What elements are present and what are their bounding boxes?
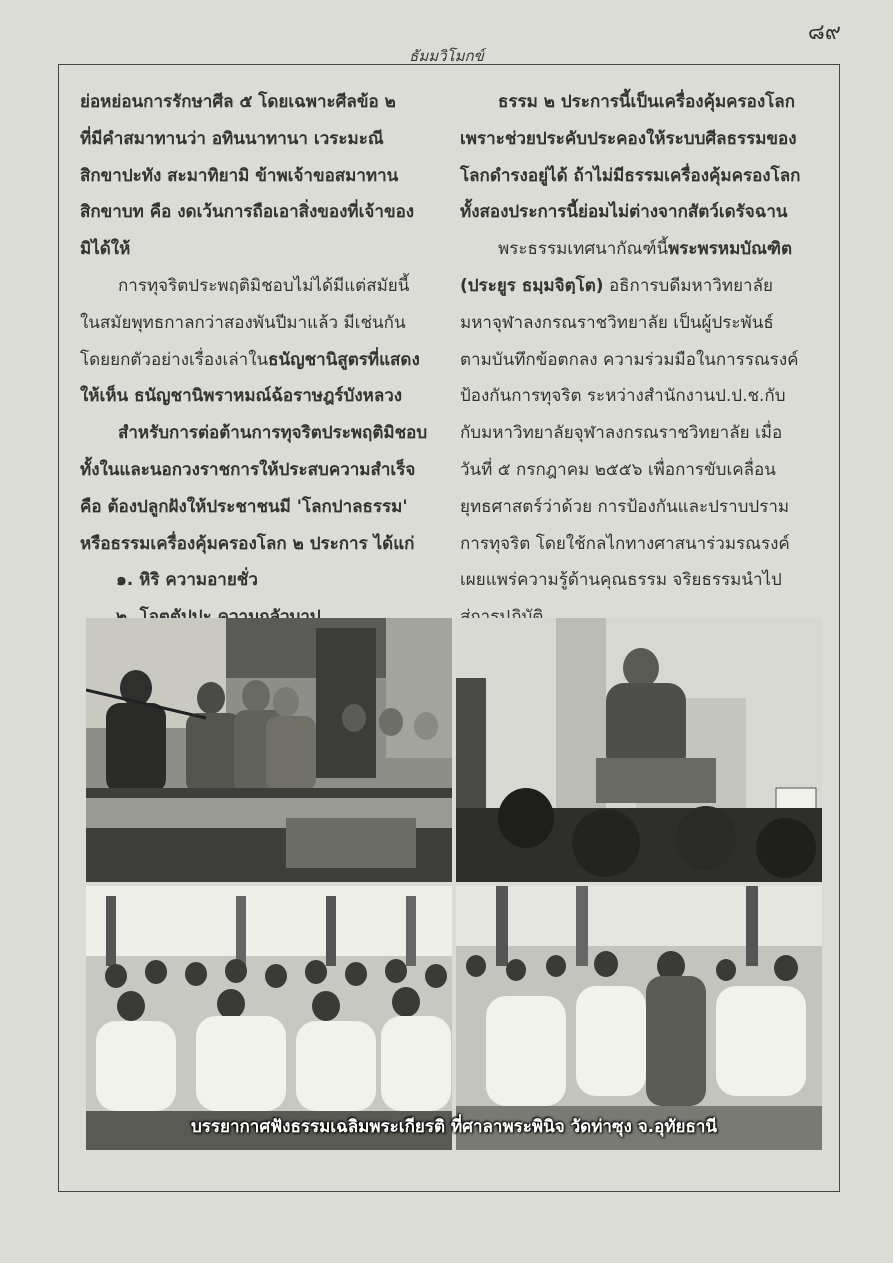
text-line: การทุจริตประพฤติมิชอบไม่ได้มีแต่สมัยนี้ xyxy=(118,275,410,296)
sutta-name: ธนัญชานิสูตรที่แสดง xyxy=(268,349,420,370)
text-line: ให้เห็น ธนัญชานิพราหมณ์ฉ้อราษฎร์บังหลวง xyxy=(80,386,403,407)
text-line: มหาจุฬาลงกรณราชวิทยาลัย เป็นผู้ประพันธ์ xyxy=(460,312,774,333)
photo-seated-crowd-right xyxy=(456,886,822,1150)
photo-seated-crowd-left xyxy=(86,886,452,1150)
text-line: กับมหาวิทยาลัยจุฬาลงกรณราชวิทยาลัย เมื่อ xyxy=(460,423,783,444)
text-span: โดยยกตัวอย่างเรื่องเล่าใน xyxy=(80,349,269,370)
author-name: พระพรหมบัณฑิต xyxy=(668,239,793,260)
text-line xyxy=(460,231,820,268)
photo-monks-table xyxy=(86,618,452,882)
author-name: (ประยูร ธมฺมจิตฺโต) xyxy=(460,275,604,296)
text-line: คือ ต้องปลูกฝังให้ประชาชนมี 'โลกปาลธรรม' xyxy=(80,496,408,517)
text-line: การทุจริต โดยใช้กลไกทางศาสนาร่วมรณรงค์ xyxy=(460,533,790,554)
text-line: วันที่ ๕ กรกฎาคม ๒๕๕๖ เพื่อการขับเคลื่อน xyxy=(460,459,776,480)
text-line: ที่มีคำสมาทานว่า อทินนาทานา เวระมะณี xyxy=(80,128,384,149)
text-line: โลกดำรงอยู่ได้ ถ้าไม่มีธรรมเครื่องคุ้มครองโลก xyxy=(460,165,801,186)
left-column xyxy=(80,84,440,636)
page-number: ๘๙ xyxy=(807,20,841,45)
text-line xyxy=(460,268,820,305)
photo-monk-preaching xyxy=(456,618,822,882)
text-line: เพราะช่วยประคับประคองให้ระบบศีลธรรมของ xyxy=(460,128,797,149)
text-line: ป้องกันการทุจริต ระหว่างสำนักงานป.ป.ช.กับ xyxy=(460,386,786,407)
text-line: ตามบันทึกข้อตกลง ความร่วมมือในการรณรงค์ xyxy=(460,349,799,370)
text-line: ย่อหย่อนการรักษาศีล ๕ โดยเฉพาะศีลข้อ ๒ xyxy=(80,92,396,112)
text-line: หรือธรรมเครื่องคุ้มครองโลก ๒ ประการ ได้แก่ xyxy=(80,533,415,554)
photo-collage xyxy=(86,618,822,1150)
text-span: พระธรรมเทศนากัณฑ์นี้ xyxy=(498,239,669,260)
text-line: ในสมัยพุทธกาลกว่าสองพันปีมาแล้ว มีเช่นกัน xyxy=(80,312,406,333)
photo-caption: บรรยากาศฟังธรรมเฉลิมพระเกียรติ ที่ศาลาพระพินิจ วัดท่าซุง จ.อุทัยธานี xyxy=(190,1117,718,1137)
text-line: มิได้ให้ xyxy=(80,239,131,260)
running-title: ธัมมวิโมกข์ xyxy=(409,47,484,65)
right-column xyxy=(460,84,820,636)
text-line: ธรรม ๒ ประการนี้เป็นเครื่องคุ้มครองโลก xyxy=(498,92,796,112)
text-span: อธิการบดีมหาวิทยาลัย xyxy=(603,275,773,296)
text-line: ทั้งสองประการนี้ย่อมไม่ต่างจากสัตว์เดรัจฉาน xyxy=(460,202,788,223)
text-line: สิกขาปะทัง สะมาทิยามิ ข้าพเจ้าขอสมาทาน xyxy=(80,165,399,186)
text-line: ทั้งในและนอกวงราชการให้ประสบความสำเร็จ xyxy=(80,459,416,480)
list-item: ๑. หิริ ความอายชั่ว xyxy=(116,570,258,591)
text-line: ยุทธศาสตร์ว่าด้วย การป้องกันและปราบปราม xyxy=(460,496,790,517)
text-line: เผยแพร่ความรู้ด้านคุณธรรม จริยธรรมนำไป xyxy=(460,570,782,591)
text-line: สำหรับการต่อต้านการทุจริตประพฤติมิชอบ xyxy=(118,423,428,444)
text-line xyxy=(80,342,440,379)
text-line: สิกขาบท คือ งดเว้นการถือเอาสิ่งของที่เจ้าของ xyxy=(80,202,415,223)
